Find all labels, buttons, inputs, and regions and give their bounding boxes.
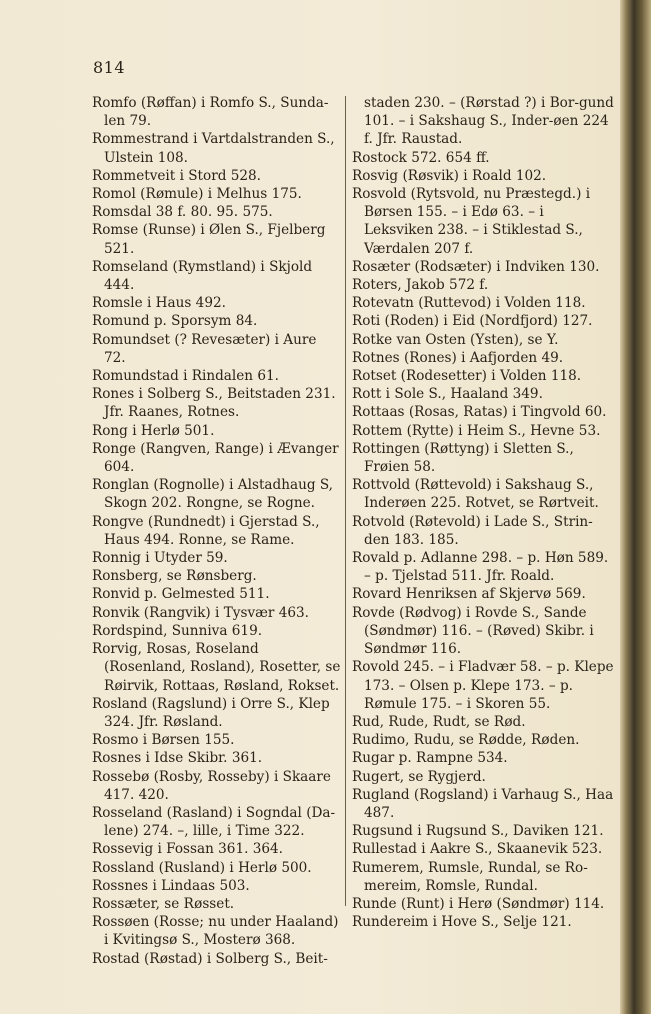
index-entry: Rumerem, Rumsle, Rundal, se Ro-mereim, Romsle, Rundal. [352,859,588,894]
index-entry: Rovde (Rødvog) i Rovde S., Sande (Søndmør) 116. – (Røved) Skibr. i Søndmør 116. [352,604,594,658]
index-entry: Ronvik (Rangvik) i Tysvær 463. [92,604,309,621]
index-entry: Rossøen (Rosse; nu under Haaland) i Kvitingsø S., Mosterø 368. [92,914,339,949]
index-entry: Rugar p. Rampne 534. [352,750,508,767]
index-entry: Roti (Roden) i Eid (Nordfjord) 127. [352,313,593,330]
index-entry: Rones i Solberg S., Beitstaden 231. Jfr. Raanes, Rotnes. [92,386,336,421]
index-entry: Rosseland (Rasland) i Sogndal (Da-lene) 274. –, lille, i Time 322. [92,804,336,840]
page-edge [620,0,651,1014]
index-entry: Rovald p. Adlanne 298. – p. Høn 589. – p. Tjelstad 511. Jfr. Roald. [352,550,609,585]
index-entry: Rongve (Rundnedt) i Gjerstad S., Haus 494. Ronne, se Rame. [92,513,320,548]
index-entry: Rugsund i Rugsund S., Daviken 121. [352,823,604,840]
index-entry: Romfo (Røffan) i Romfo S., Sunda-len 79. [92,95,329,130]
index-entry: Romundset (? Revesæter) i Aure 72. [92,331,317,366]
index-entry: Rovold 245. – i Fladvær 58. – p. Klepe 173. – Olsen p. Klepe 173. – p. Rømule 175. – i Skoren 55. [352,659,614,712]
index-entry: Rosland (Ragslund) i Orre S., Klep 324. Jfr. Røsland. [92,695,330,730]
index-entry: Ronnig i Utyder 59. [92,550,228,567]
index-entry: Rott i Sole S., Haaland 349. [352,386,543,403]
index-entry: Romol (Rømule) i Melhus 175. [92,186,302,203]
index-entry: Romseland (Rymstland) i Skjold 444. [92,258,313,294]
index-entry: Rossebø (Rosby, Rosseby) i Skaare 417. 420. [92,768,331,803]
index-column-right [352,94,614,931]
index-entry: Ronvid p. Gelmested 511. [92,586,270,603]
index-entry: staden 230. – (Rørstad ?) i Bor-gund 101. – i Sakshaug S., Inder-øen 224 f. Jfr. Raustad. [364,95,614,148]
index-entry: Rullestad i Aakre S., Skaanevik 523. [352,841,603,858]
index-entry: Rommestrand i Vartdalstranden S., Ulstein 108. [92,131,335,166]
index-entry: Rotevatn (Ruttevod) i Volden 118. [352,295,586,312]
index-entry: Ronglan (Rognolle) i Alstadhaug S, Skogn 202. Rongne, se Rogne. [92,477,333,512]
index-entry: Rovard Henriksen af Skjervø 569. [352,586,586,603]
index-entry: Rosvold (Rytsvold, nu Præstegd.) i Børsen 155. – i Edø 63. – i Leksviken 238. – i Stiklestad S., Værdalen 207 f. [352,186,591,257]
index-entry: Romsle i Haus 492. [92,295,226,312]
index-entry: Rommetveit i Stord 528. [92,167,261,184]
index-entry: Rottaas (Rosas, Ratas) i Tingvold 60. [352,404,607,421]
index-entry: Rosnes i Idse Skibr. 361. [92,750,263,767]
index-entry: Rosæter (Rodsæter) i Indviken 130. [352,258,600,275]
index-entry: Rotke van Osten (Ysten), se Y. [352,331,559,348]
index-entry: Romsdal 38 f. 80. 95. 575. [92,204,273,221]
index-entry: Rosmo i Børsen 155. [92,732,235,749]
index-entry: Rorvig, Rosas, Roseland (Rosenland, Rosland), Rosetter, se Røirvik, Rottaas, Røsland, Rokset. [92,641,341,694]
index-entry: Rotset (Rodesetter) i Volden 118. [352,368,582,385]
index-entry: Rottvold (Røttevold) i Sakshaug S., Inderøen 225. Rotvet, se Rørtveit. [352,477,599,512]
index-entry: Rostad (Røstad) i Solberg S., Beit- [92,950,328,967]
index-entry: Romund p. Sporsym 84. [92,313,258,330]
index-entry: Rossnes i Lindaas 503. [92,877,250,894]
index-entry: Rordspind, Sunniva 619. [92,622,263,639]
index-entry: Rossevig i Fossan 361. 364. [92,841,283,858]
index-column-left [92,94,342,968]
index-entry: Ronge (Rangven, Range) i Ævanger 604. [92,440,339,476]
index-entry: Ronsberg, se Rønsberg. [92,568,257,585]
index-entry: Rong i Herlø 501. [92,422,215,439]
page-number: 814 [93,58,126,77]
index-entry: Rossland (Rusland) i Herlø 500. [92,859,312,876]
index-entry: Rugert, se Rygjerd. [352,768,486,785]
index-entry: Rugland (Rogsland) i Varhaug S., Haa 487. [352,786,614,821]
index-entry: Rundereim i Hove S., Selje 121. [352,914,572,931]
index-entry: Romundstad i Rindalen 61. [92,368,279,385]
index-entry: Rudimo, Rudu, se Rødde, Røden. [352,732,580,749]
index-entry: Rottem (Rytte) i Heim S., Hevne 53. [352,422,601,439]
index-entry: Rotvold (Røtevold) i Lade S., Strin-den 183. 185. [352,513,593,548]
index-entry: Rottingen (Røttyng) i Sletten S., Frøien 58. [352,440,574,476]
index-entry: Rotnes (Rones) i Aafjorden 49. [352,349,564,366]
index-entry: Rostock 572. 654 ff. [352,149,490,166]
index-entry: Rosvig (Røsvik) i Roald 102. [352,167,547,184]
column-divider [345,96,346,906]
index-entry: Roters, Jakob 572 f. [352,277,489,294]
index-entry: Runde (Runt) i Herø (Søndmør) 114. [352,895,605,912]
index-entry: Romse (Runse) i Ølen S., Fjelberg 521. [92,222,326,257]
index-entry: Rud, Rude, Rudt, se Rød. [352,713,526,730]
index-entry: Rossæter, se Røsset. [92,895,235,912]
